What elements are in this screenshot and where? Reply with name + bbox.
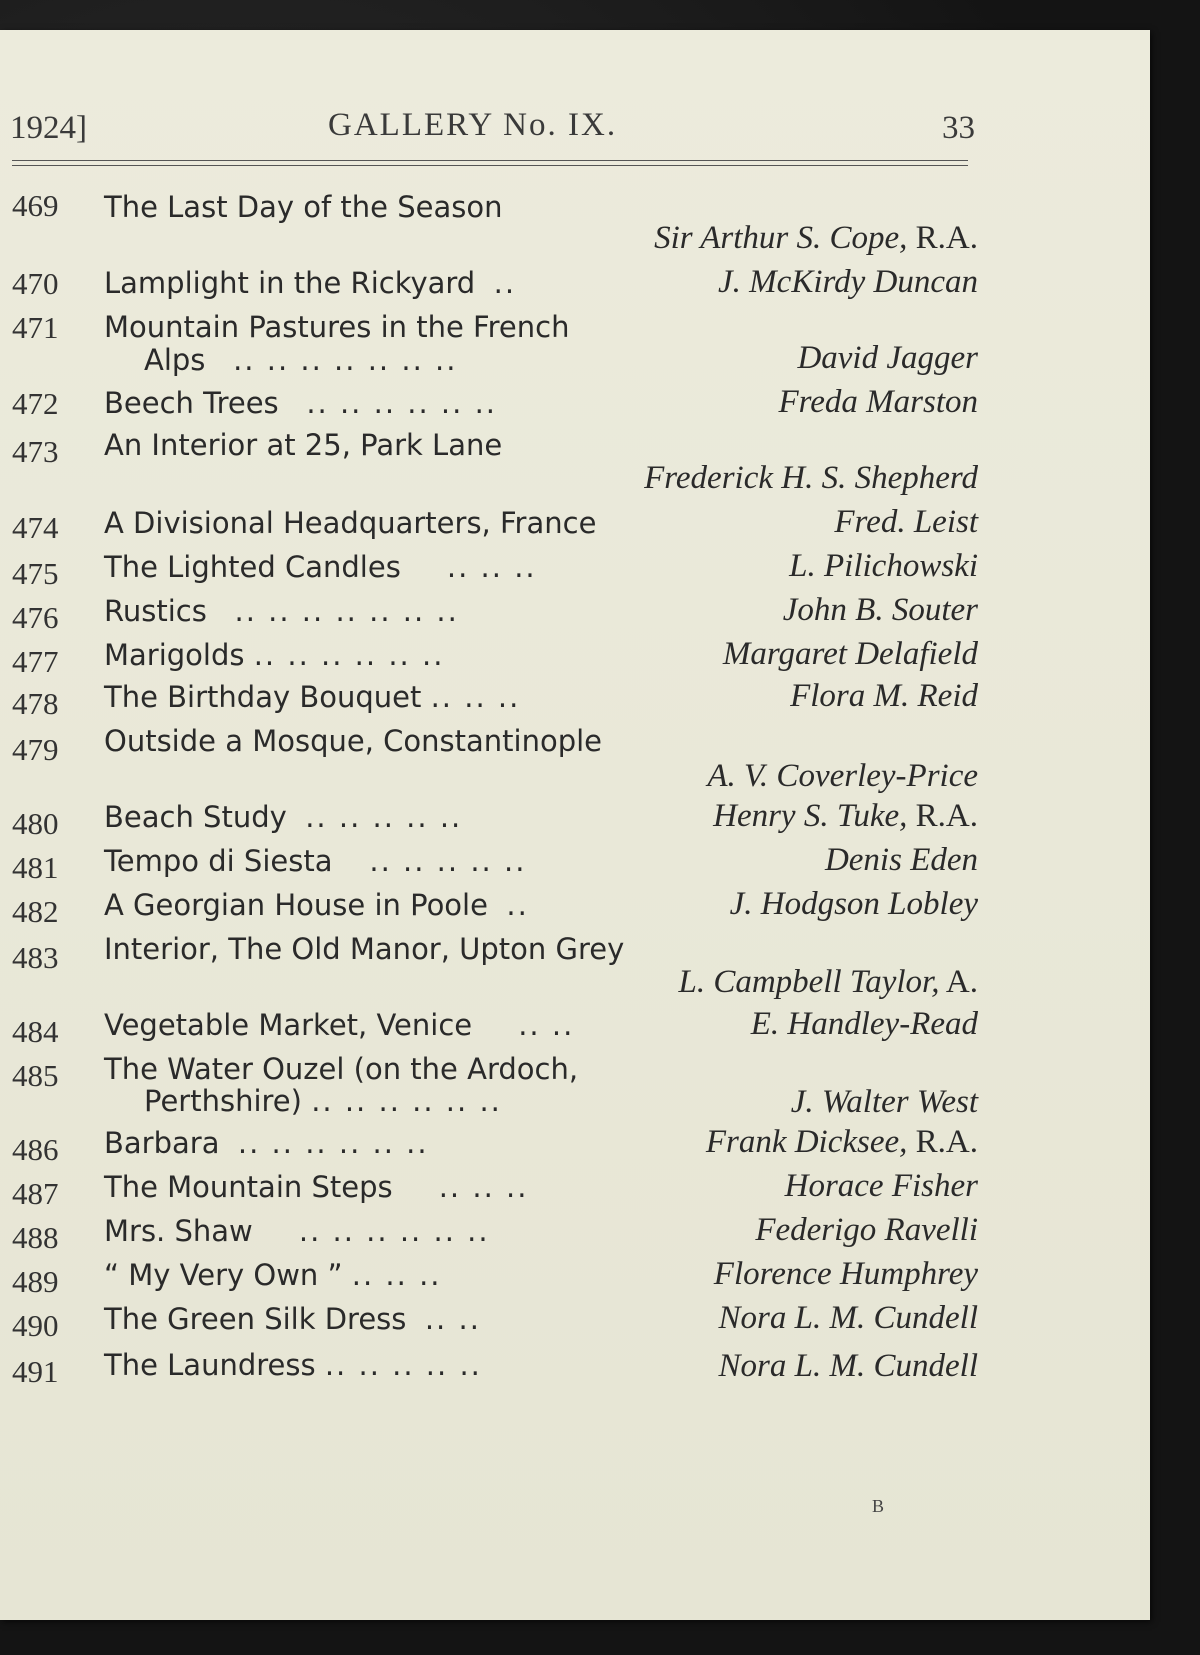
entry-artist: Nora L. M. Cundell (718, 1300, 978, 1336)
entry-title: A Divisional Headquarters, France (104, 506, 597, 540)
leader-dots: .. (493, 266, 517, 300)
entry-number: 484 (12, 1014, 59, 1049)
entry-number: 485 (12, 1058, 59, 1093)
entry-title-continued: Alps .. .. .. .. .. .. .. (144, 343, 458, 377)
entry-number: 480 (12, 806, 59, 841)
entry-artist: L. Pilichowski (789, 548, 978, 584)
leader-dots: .. .. .. .. .. (324, 1348, 482, 1382)
leader-dots: .. .. .. (430, 680, 521, 714)
entry-artist: Denis Eden (824, 842, 978, 878)
entry-title: Tempo di Siesta .. .. .. .. .. (104, 844, 527, 878)
leader-dots: .. .. (518, 1008, 575, 1042)
entry-artist: J. McKirdy Duncan (718, 264, 978, 300)
header-year: 1924] (10, 110, 87, 146)
leader-dots: .. (506, 888, 529, 922)
entry-title: Lamplight in the Rickyard .. (104, 266, 517, 300)
entry-title: Beach Study .. .. .. .. .. (104, 800, 463, 834)
leader-dots: .. .. .. .. .. .. (253, 638, 445, 672)
entry-number: 482 (12, 894, 59, 929)
entry-title: Rustics .. .. .. .. .. .. .. (104, 594, 459, 628)
entry-title-continued: Perthshire) .. .. .. .. .. .. (144, 1084, 502, 1118)
running-head (0, 107, 980, 154)
entry-artist: Federigo Ravelli (755, 1212, 978, 1248)
entry-artist: Sir Arthur S. Cope, R.A. (654, 220, 978, 256)
entry-title: “ My Very Own ” .. .. .. (104, 1258, 442, 1292)
leader-dots: .. .. .. (351, 1258, 442, 1292)
artist-honour: R.A. (907, 220, 978, 256)
entry-artist: J. Walter West (790, 1084, 978, 1120)
entry-number: 477 (12, 644, 59, 679)
entry-artist: A. V. Coverley-Price (707, 758, 978, 794)
leader-dots: .. .. .. .. .. .. (298, 1214, 490, 1248)
entry-artist: Frank Dicksee, R.A. (705, 1124, 978, 1160)
entry-number: 478 (12, 686, 59, 721)
entry-title: Mountain Pastures in the French (104, 310, 570, 344)
entry-number: 488 (12, 1220, 59, 1255)
entry-number: 476 (12, 600, 59, 635)
entry-number: 490 (12, 1308, 59, 1343)
leader-dots: .. .. .. (446, 550, 537, 584)
leader-dots: .. .. .. .. .. (305, 800, 463, 834)
entry-title: Outside a Mosque, Constantinople (104, 724, 602, 758)
header-rule-bottom (12, 165, 968, 166)
leader-dots: .. .. .. .. .. .. (237, 1126, 429, 1160)
entry-artist: Horace Fisher (784, 1168, 978, 1204)
entry-artist: Frederick H. S. Shepherd (644, 460, 978, 496)
artist-honour: A. (939, 964, 978, 1000)
entry-number: 475 (12, 556, 59, 591)
entry-number: 486 (12, 1132, 59, 1167)
entry-title: Marigolds .. .. .. .. .. .. (104, 638, 445, 672)
entry-artist: John B. Souter (782, 592, 978, 628)
entry-artist: Florence Humphrey (713, 1256, 978, 1292)
leader-dots: .. .. .. (438, 1170, 529, 1204)
header-rule-top (12, 160, 968, 161)
entry-number: 473 (12, 434, 59, 469)
entry-number: 474 (12, 510, 59, 545)
entry-artist: Margaret Delafield (722, 636, 978, 672)
entry-number: 470 (12, 266, 59, 301)
entry-number: 471 (12, 310, 59, 345)
entry-artist: Flora M. Reid (790, 678, 978, 714)
entry-title: The Lighted Candles .. .. .. (104, 550, 537, 584)
leader-dots: .. .. .. .. .. .. (306, 386, 498, 420)
entry-title: Vegetable Market, Venice .. .. (104, 1008, 575, 1042)
entry-title: Barbara .. .. .. .. .. .. (104, 1126, 429, 1160)
entry-title: The Last Day of the Season (104, 190, 503, 224)
leader-dots: .. .. .. .. .. .. .. (233, 343, 458, 377)
entry-title: Interior, The Old Manor, Upton Grey (104, 932, 625, 966)
entry-artist: L. Campbell Taylor, A. (678, 964, 978, 1000)
leader-dots: .. .. (424, 1302, 481, 1336)
entry-title: Mrs. Shaw .. .. .. .. .. .. (104, 1214, 490, 1248)
entry-title: An Interior at 25, Park Lane (104, 428, 503, 462)
artist-honour: R.A. (907, 798, 978, 834)
entry-number: 469 (12, 188, 59, 223)
artist-honour: R.A. (907, 1124, 978, 1160)
leader-dots: .. .. .. .. .. .. .. (234, 594, 459, 628)
entry-artist: Nora L. M. Cundell (718, 1348, 978, 1384)
entry-number: 481 (12, 850, 59, 885)
entry-title: The Water Ouzel (on the Ardoch, (104, 1052, 579, 1086)
entry-artist: Henry S. Tuke, R.A. (713, 798, 978, 834)
entry-title: The Mountain Steps .. .. .. (104, 1170, 529, 1204)
entry-artist: David Jagger (797, 340, 978, 376)
entry-number: 479 (12, 732, 59, 767)
entry-title: A Georgian House in Poole .. (104, 888, 529, 922)
entry-number: 483 (12, 940, 59, 975)
entry-number: 472 (12, 386, 59, 421)
entry-artist: Fred. Leist (834, 504, 978, 540)
entry-title: Beech Trees .. .. .. .. .. .. (104, 386, 498, 420)
leader-dots: .. .. .. .. .. .. (311, 1084, 502, 1118)
entry-title: The Laundress .. .. .. .. .. (104, 1348, 482, 1382)
entry-number: 489 (12, 1264, 59, 1299)
leader-dots: .. .. .. .. .. (369, 844, 527, 878)
entry-number: 491 (12, 1354, 59, 1389)
entry-artist: Freda Marston (778, 384, 978, 420)
signature-mark: B (872, 1496, 885, 1516)
entry-number: 487 (12, 1176, 59, 1211)
page-number: 33 (942, 110, 975, 146)
page-title: GALLERY No. IX. (328, 107, 618, 143)
entry-title: The Birthday Bouquet .. .. .. (104, 680, 521, 714)
entry-artist: E. Handley-Read (750, 1006, 978, 1042)
catalogue-page (0, 30, 1150, 1620)
entry-artist: J. Hodgson Lobley (729, 886, 978, 922)
entry-title: The Green Silk Dress .. .. (104, 1302, 481, 1336)
